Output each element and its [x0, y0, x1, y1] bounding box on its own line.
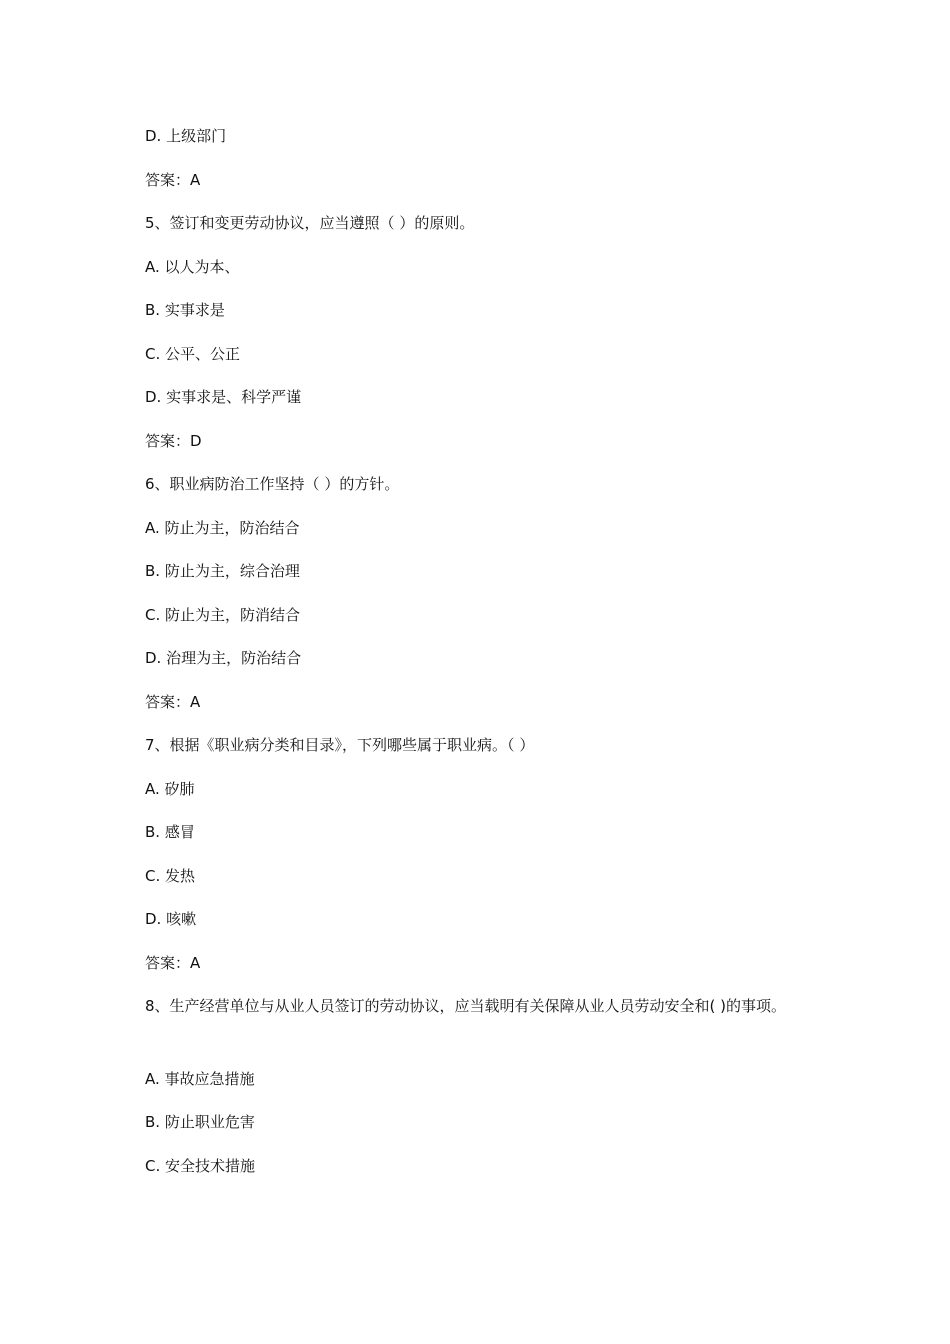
- option-b-q7: B. 感冒: [145, 823, 195, 841]
- answer-q4: 答案：A: [145, 171, 201, 189]
- question-5: 5、签订和变更劳动协议，应当遵照（ ）的原则。: [145, 214, 475, 232]
- option-c-q7: C. 发热: [145, 867, 196, 885]
- option-c-q5: C. 公平、公正: [145, 345, 241, 363]
- question-8: 8、生产经营单位与从业人员签订的劳动协议，应当载明有关保障从业人员劳动安全和( )的事项。: [145, 997, 787, 1015]
- option-d-q7: D. 咳嗽: [145, 910, 197, 928]
- question-6: 6、职业病防治工作坚持（ ）的方针。: [145, 475, 400, 493]
- answer-q6: 答案：A: [145, 693, 201, 711]
- question-7: 7、根据《职业病分类和目录》，下列哪些属于职业病。（ ）: [145, 736, 535, 754]
- answer-q7: 答案：A: [145, 954, 201, 972]
- answer-q5: 答案：D: [145, 432, 202, 450]
- option-c-q6: C. 防止为主，防消结合: [145, 606, 301, 624]
- option-a-q7: A. 矽肺: [145, 780, 195, 798]
- option-d-q6: D. 治理为主，防治结合: [145, 649, 302, 667]
- option-a-q5: A. 以人为本、: [145, 258, 240, 276]
- option-a-q6: A. 防止为主，防治结合: [145, 519, 300, 537]
- option-b-q8: B. 防止职业危害: [145, 1113, 255, 1131]
- option-c-q8: C. 安全技术措施: [145, 1157, 256, 1175]
- option-d-q5: D. 实事求是、科学严谨: [145, 388, 302, 406]
- option-a-q8: A. 事故应急措施: [145, 1070, 255, 1088]
- option-d-q4: D. 上级部门: [145, 127, 227, 145]
- option-b-q6: B. 防止为主，综合治理: [145, 562, 300, 580]
- option-b-q5: B. 实事求是: [145, 301, 225, 319]
